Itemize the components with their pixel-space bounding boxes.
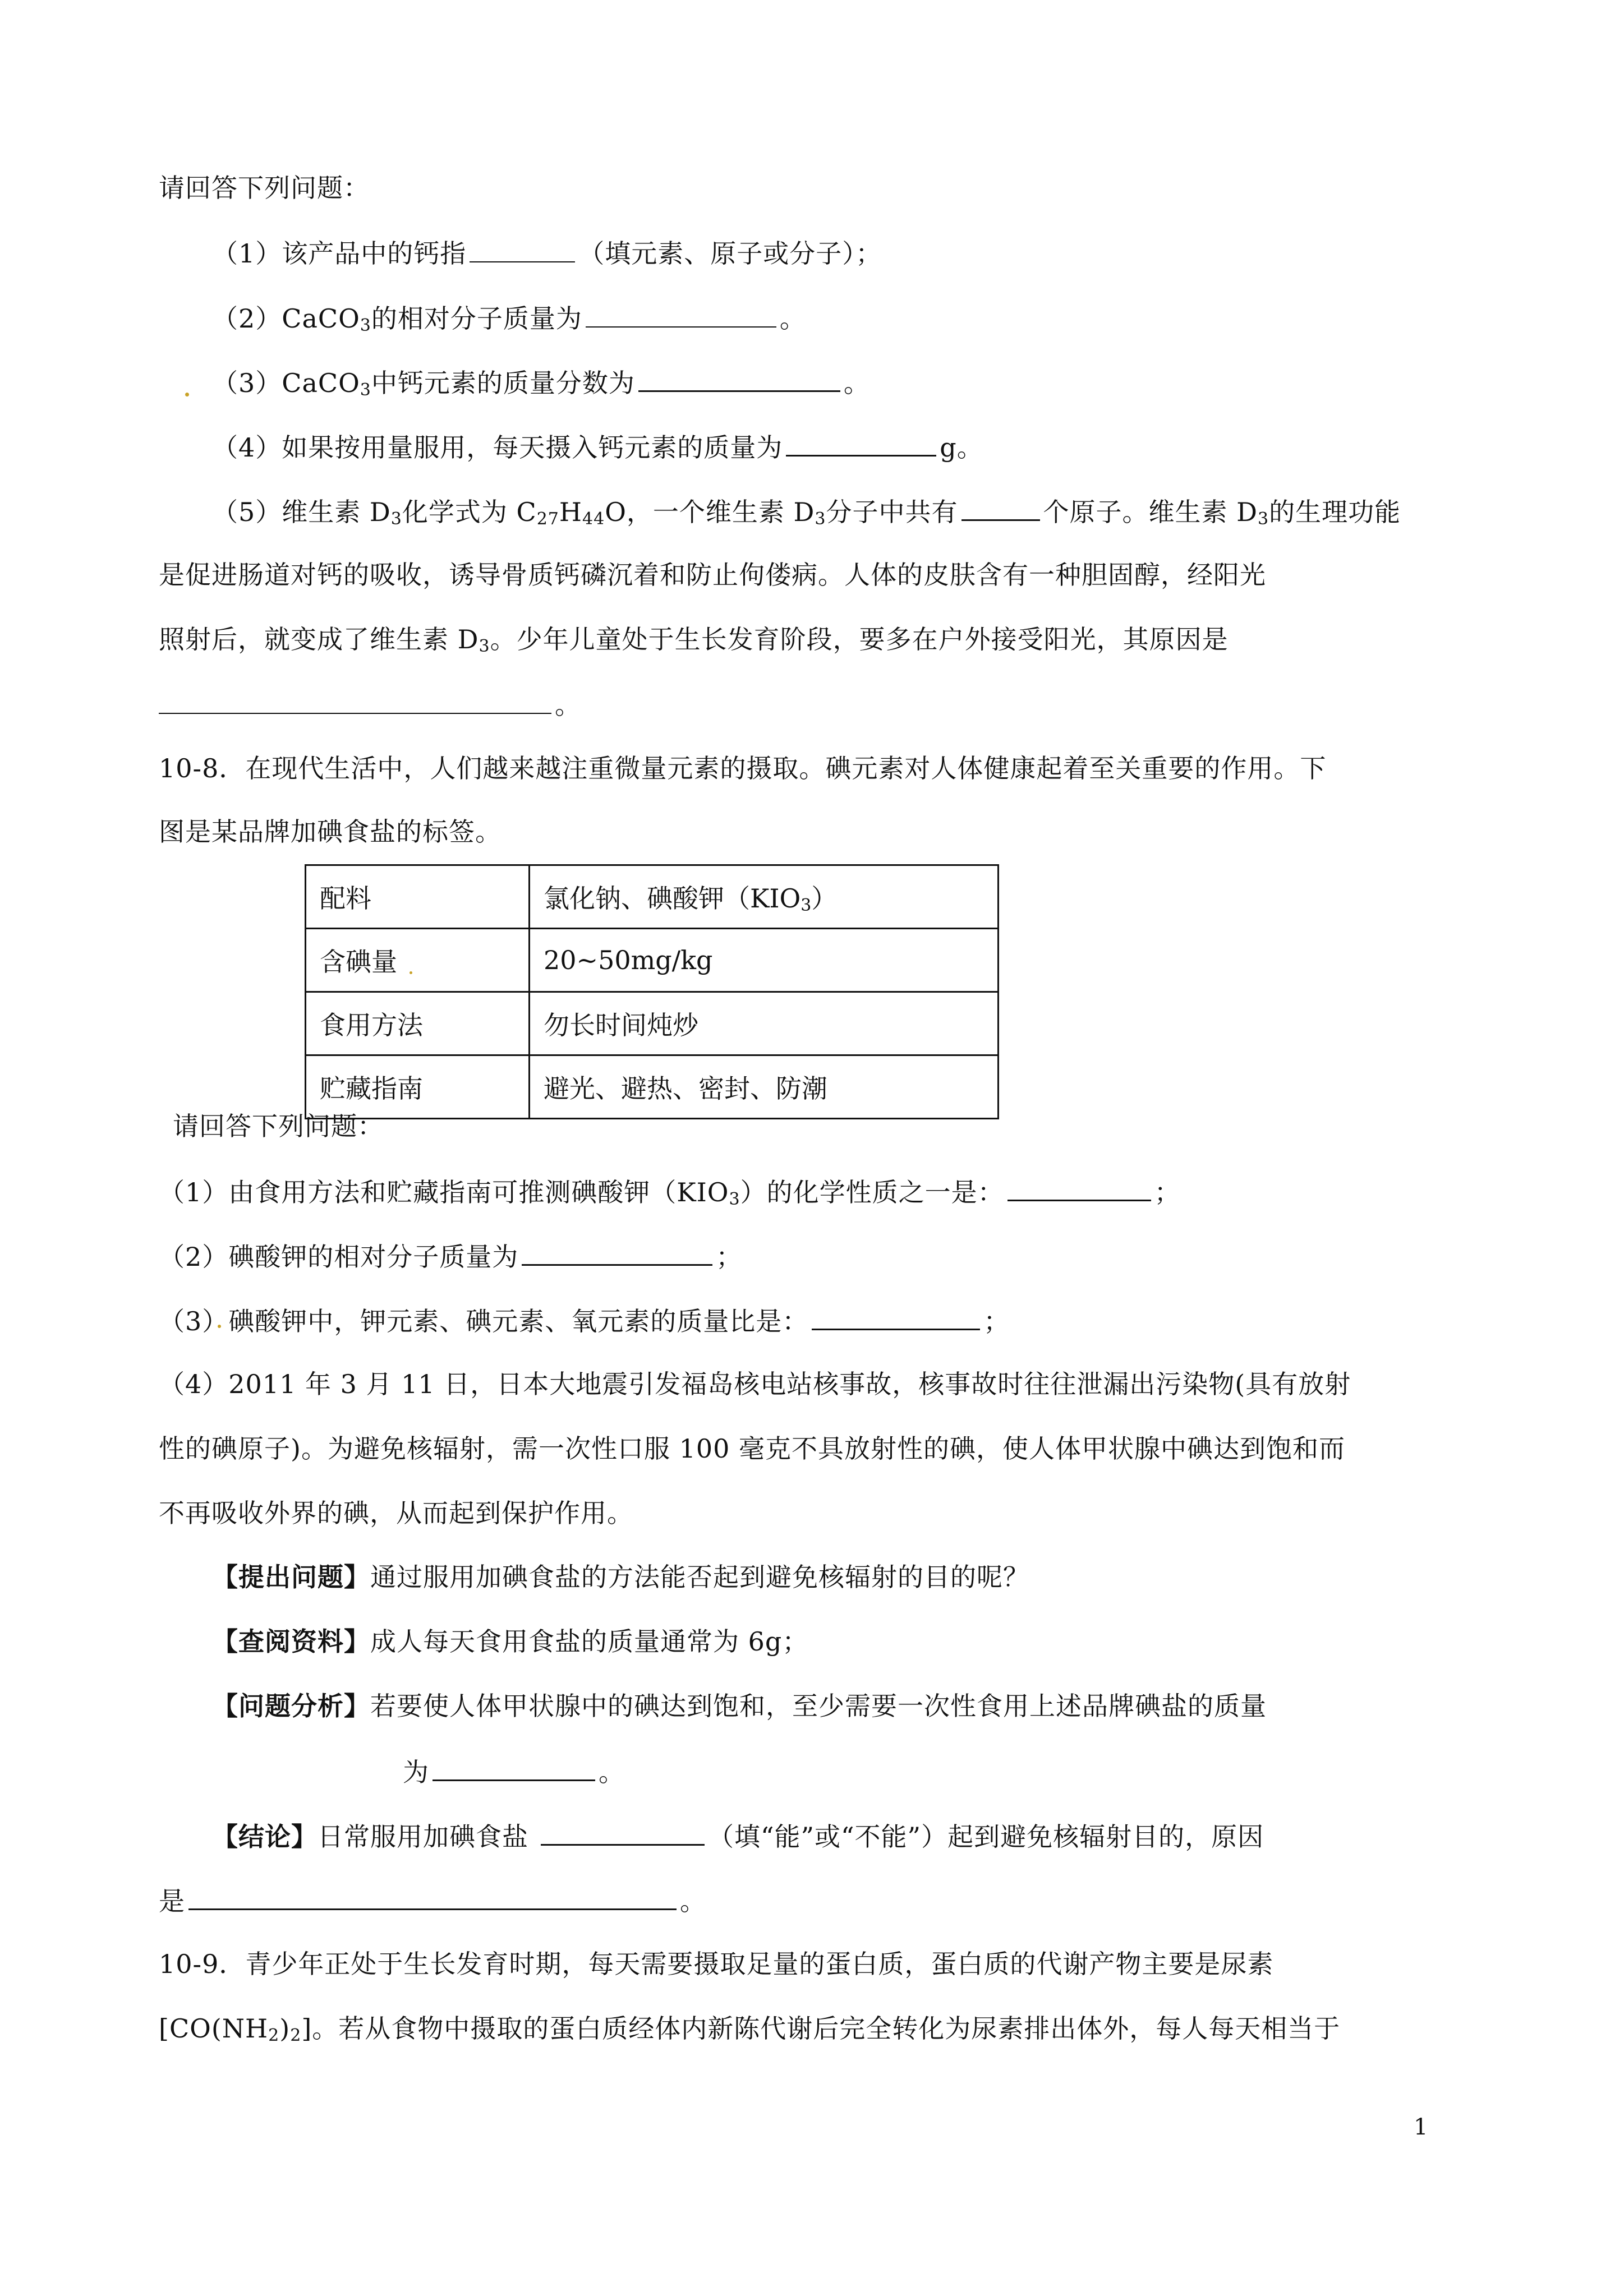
q8-intro-line2: 图是某品牌加碘食盐的标签。 xyxy=(159,817,502,847)
q7-sub4: （4）如果按用量服用，每天摄入钙元素的质量为 g。 xyxy=(212,429,983,464)
table-key: 贮藏指南 xyxy=(306,1055,530,1119)
q7-prompt: 请回答下列问题： xyxy=(159,173,370,203)
table-row xyxy=(306,929,999,992)
salt-label-table xyxy=(305,864,999,1119)
q8-sub4-line2: 性的碘原子)。为避免核辐射，需一次性口服 100 毫克不具放射性的碘，使人体甲状腺中碘达到饱和而 xyxy=(159,1433,1345,1464)
q8-conclusion-line1: 【结论】日常服用加碘食盐 （填“能”或“不能”）起到避免核辐射目的，原因 xyxy=(212,1818,1264,1854)
answer-blank[interactable] xyxy=(522,1238,712,1266)
q7-sub5-line4: 。 xyxy=(159,687,581,722)
table-key: 配料 xyxy=(306,865,530,929)
q8-prompt: 请回答下列问题： xyxy=(173,1111,384,1141)
table-key: 食用方法 xyxy=(306,992,530,1055)
stray-mark-dot xyxy=(185,393,189,397)
answer-blank[interactable] xyxy=(638,365,840,392)
answer-blank[interactable] xyxy=(786,429,936,457)
answer-blank[interactable] xyxy=(188,1883,677,1910)
page-number: 1 xyxy=(1414,2114,1428,2140)
q8-sub1: （1）由食用方法和贮藏指南可推测碘酸钾$(KIO_3)$的化学性质之一是： ； xyxy=(159,1174,1181,1209)
q8-sub2: （2）碘酸钾的相对分子质量为 ； xyxy=(159,1238,742,1274)
table-row xyxy=(306,1055,999,1119)
q8-raise-question: 【提出问题】通过服用加碘食盐的方法能否起到避免核辐射的目的呢？ xyxy=(212,1562,1029,1592)
table-value: 勿长时间炖炒 xyxy=(530,992,999,1055)
table-row xyxy=(306,865,999,929)
answer-blank[interactable] xyxy=(812,1303,980,1330)
stray-mark-dot xyxy=(410,971,412,974)
answer-blank[interactable] xyxy=(470,236,575,262)
table-value: 氯化钠、碘酸钾$(KIO_3)$ xyxy=(530,865,999,929)
q8-analysis-line1: 【问题分析】若要使人体甲状腺中的碘达到饱和，至少需要一次性食用上述品牌碘盐的质量 xyxy=(212,1691,1267,1721)
answer-blank[interactable] xyxy=(586,301,776,328)
table-value: 20~50mg/kg xyxy=(530,929,999,992)
table-value: 避光、避热、密封、防潮 xyxy=(530,1055,999,1119)
q7-sub3: （3）CaCO$_3$中钙元素的质量分数为 。 xyxy=(212,365,870,400)
answer-blank[interactable] xyxy=(1007,1174,1151,1201)
q7-sub5-line2: 是促进肠道对钙的吸收，诱导骨质钙磷沉着和防止佝偻病。人体的皮肤含有一种胆固醇，经阳光 xyxy=(159,560,1266,590)
table-row xyxy=(306,992,999,1055)
answer-blank[interactable] xyxy=(159,687,551,714)
q8-sub3: （3）碘酸钾中，钾元素、碘元素、氧元素的质量比是： ； xyxy=(159,1303,1010,1338)
q8-intro-line1: 10-8．在现代生活中，人们越来越注重微量元素的摄取。碘元素对人体健康起着至关重要的作用。下 xyxy=(159,753,1327,783)
table-key: 含碘量 xyxy=(306,929,530,992)
answer-blank[interactable] xyxy=(541,1818,705,1846)
q9-line2: $[CO(NH_2)_2]$。若从食物中摄取的蛋白质经体内新陈代谢后完全转化为尿素排出体外，每人每天相当于 xyxy=(159,2013,1341,2045)
q7-sub5-line3: 照射后，就变成了维生素 $D_3$。少年儿童处于生长发育阶段，要多在户外接受阳光，其原因是 xyxy=(159,624,1229,656)
q7-sub2: （2）CaCO$_3$的相对分子质量为 。 xyxy=(212,301,806,335)
q8-analysis-line2: 为 。 xyxy=(403,1754,625,1789)
answer-blank[interactable] xyxy=(433,1754,595,1781)
q8-reference: 【查阅资料】成人每天食用食盐的质量通常为 6g； xyxy=(212,1626,809,1657)
answer-blank[interactable] xyxy=(961,494,1040,521)
q8-sub4-line3: 不再吸收外界的碘，从而起到保护作用。 xyxy=(159,1498,633,1528)
q7-sub1: （1）该产品中的钙指 （填元素、原子或分子）； xyxy=(212,236,882,270)
q9-line1: 10-9．青少年正处于生长发育时期，每天需要摄取足量的蛋白质，蛋白质的代谢产物主要是尿素 xyxy=(159,1949,1274,1979)
q7-sub5-line1: （5）维生素 $D_3$化学式为 $C_{27}H_{44}O$，一个维生素 $D_3$分子中共有 个原子。维生素 $D_3$的生理功能 xyxy=(212,494,1401,529)
q8-sub4-line1: （4）2011 年 3 月 11 日，日本大地震引发福岛核电站核事故，核事故时往往泄漏出污染物(具有放射 xyxy=(159,1369,1351,1399)
q8-conclusion-line2: 是 。 xyxy=(159,1883,706,1918)
